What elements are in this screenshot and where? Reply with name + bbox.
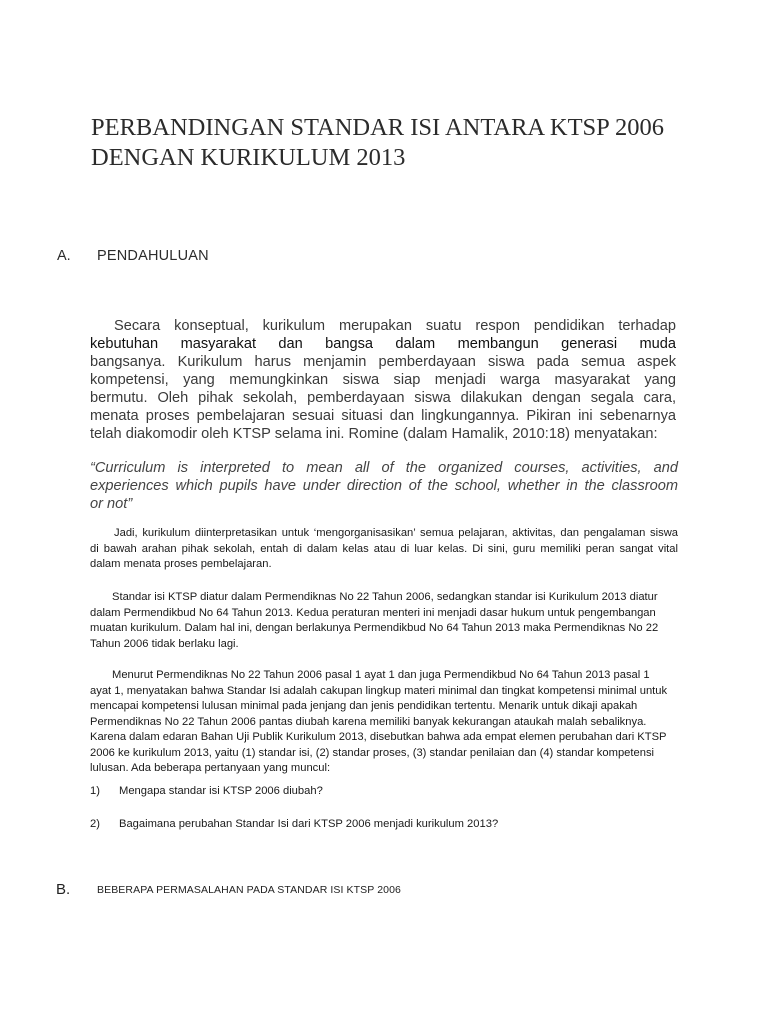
intro-line: telah diakomodir oleh KTSP selama ini. Romine (dalam Hamalik, 2010:18) menyatakan: [90,426,658,442]
quote-block [90,459,678,513]
intro-paragraph [90,317,676,443]
intro-line: kebutuhan masyarakat dan bangsa dalam membangun generasi muda [90,336,676,352]
paragraph-line: Standar isi KTSP diatur dalam Permendiknas No 22 Tahun 2006, sedangkan standar isi Kurikulum 2013 diatur [112,591,658,603]
intro-line: kompetensi, yang memungkinkan siswa siap menjadi warga masyarakat yang [90,372,676,388]
intro-line: bermutu. Oleh pihak sekolah, pemberdayaan siswa dilakukan dengan segala cara, [90,390,676,406]
paragraph-line: Tahun 2006 tidak berlaku lagi. [90,637,239,650]
intro-line: menata proses pembelajaran sesuai situasi dan lingkungannya. Pikiran ini sebenarnya [90,408,676,424]
intro-line: bangsanya. Kurikulum harus menjamin pemberdayaan siswa pada semua aspek [90,354,676,370]
question-text: Bagaimana perubahan Standar Isi dari KTSP 2006 menjadi kurikulum 2013? [119,818,499,830]
paragraph-standar-isi [90,590,678,652]
section-a-heading: PENDAHULUAN [97,248,209,264]
question-item [90,785,323,797]
paragraph-line: mencapai kompetensi lulusan minimal pada jenjang dan jenis pendidikan tertentu. Menarik untuk dikaji apakah [90,700,638,712]
paragraph-line: di bawah arahan pihak sekolah, entah di dalam kelas atau di luar kelas. Di sini, guru memiliki peran sangat vital [90,542,678,555]
question-text: Mengapa standar isi KTSP 2006 diubah? [119,785,323,797]
intro-line: Secara konseptual, kurikulum merupakan suatu respon pendidikan terhadap [114,318,676,334]
paragraph-line: Jadi, kurikulum diinterpretasikan untuk ‘mengorganisasikan’ semua pelajaran, aktivitas, dan pengalaman siswa [114,527,678,539]
paragraph-line: ayat 1, menyatakan bahwa Standar Isi adalah cakupan lingkup materi minimal dan tingkat kompetensi minimal untuk [90,684,668,697]
question-number: 1) [90,785,100,797]
quote-line: “Curriculum is interpreted to mean all of the organized courses, activities, and [90,460,678,476]
paragraph-line: dalam menata proses pembelajaran. [90,558,272,570]
paragraph-line: Menurut Permendiknas No 22 Tahun 2006 pasal 1 ayat 1 dan juga Permendikbud No 64 Tahun 2013 pasal 1 [112,669,650,681]
paragraph-line: dalam Permendikbud No 64 Tahun 2013. Kedua peraturan menteri ini menjadi dasar hukum untuk pengembangan [90,606,656,619]
title-line-1: PERBANDINGAN STANDAR ISI ANTARA KTSP 2006 [91,114,665,141]
paragraph-line: Permendiknas No 22 Tahun 2006 pantas diubah karena memiliki banyak kekurangan ataukah malah sebaliknya. [90,715,647,728]
paragraph-line: 2006 ke kurikulum 2013, yaitu (1) standar isi, (2) standar proses, (3) standar penilaian dan (4) standar kompetensi [90,746,655,759]
quote-line: experiences which pupils have under direction of the school, whether in the classroom [90,478,678,494]
section-a-number: A. [57,248,71,264]
document-title [91,113,731,173]
section-b-number: B. [56,881,71,898]
paragraph-jadi [90,526,678,573]
question-item [90,818,498,830]
section-b-heading: BEBERAPA PERMASALAHAN PADA STANDAR ISI KTSP 2006 [97,884,401,896]
quote-line: or not” [90,496,133,512]
paragraph-line: lulusan. Ada beberapa pertanyaan yang muncul: [90,762,331,774]
paragraph-line: Karena dalam edaran Bahan Uji Publik Kurikulum 2013, disebutkan bahwa ada empat elemen perubahan dari KTSP [90,731,667,743]
paragraph-menurut [90,668,678,777]
title-line-2: DENGAN KURIKULUM 2013 [91,144,406,171]
question-number: 2) [90,818,100,830]
paragraph-line: muatan kurikulum. Dalam hal ini, dengan berlakunya Permendikbud No 64 Tahun 2013 maka Permendiknas No 22 [90,622,659,634]
